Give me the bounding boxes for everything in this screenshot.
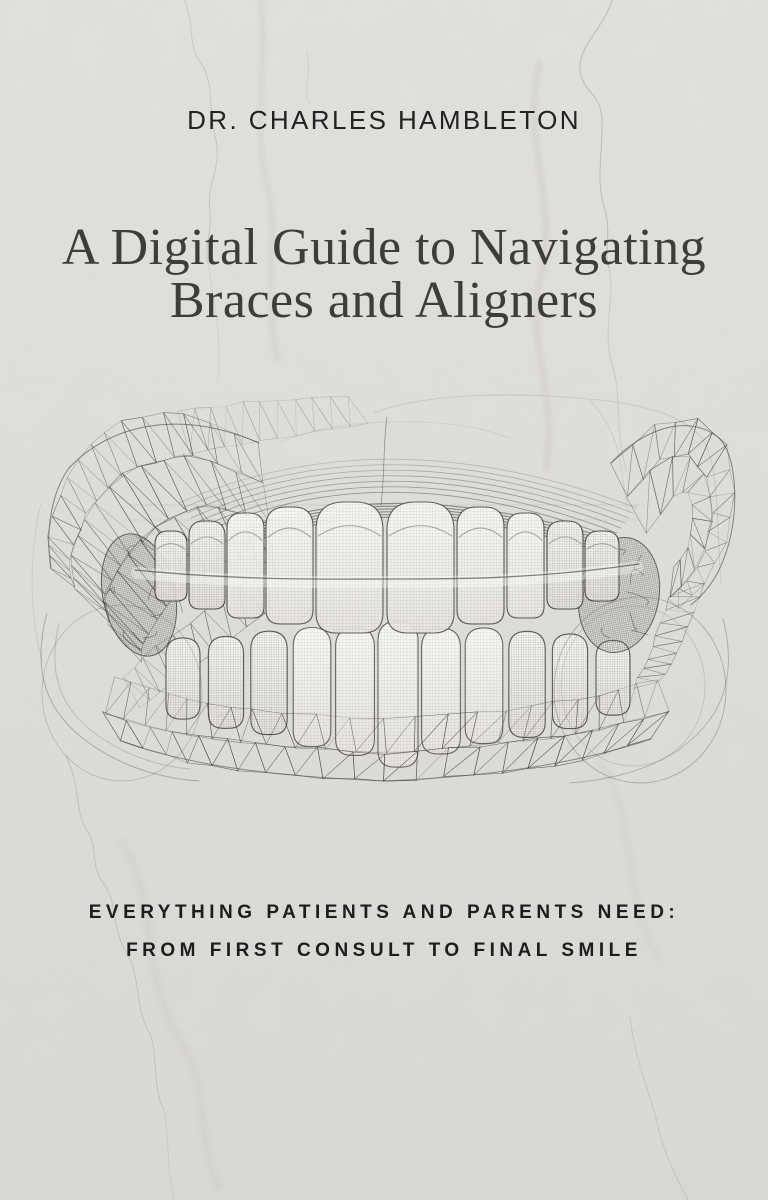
upper-teeth xyxy=(135,502,639,633)
author-name: DR. CHARLES HAMBLETON xyxy=(187,105,581,135)
wireframe-dentures-illustration xyxy=(29,383,739,803)
title-line-1: A Digital Guide to Navigating xyxy=(61,219,707,276)
subtitle-line-1: EVERYTHING PATIENTS AND PARENTS NEED: xyxy=(88,902,680,923)
subtitle xyxy=(0,894,768,970)
title-line-2: Braces and Aligners xyxy=(169,272,599,329)
book-title xyxy=(0,221,768,327)
subtitle-line-2: FROM FIRST CONSULT TO FINAL SMILE xyxy=(126,940,642,961)
lower-teeth xyxy=(166,621,630,767)
